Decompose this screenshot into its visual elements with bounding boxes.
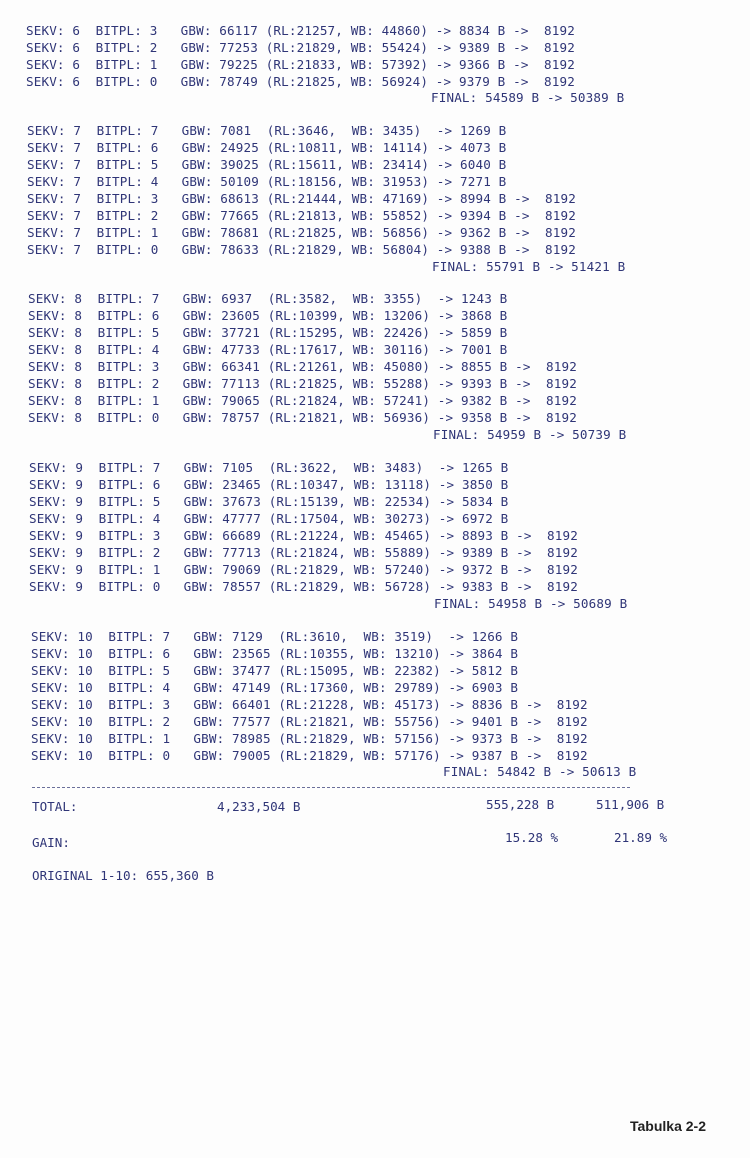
- total-original: 4,233,504 B: [217, 799, 301, 814]
- table-row: SEKV: 8 BITPL: 7 GBW: 6937 (RL:3582, WB: 3355) -> 1243 B: [28, 291, 508, 306]
- final-line: FINAL: 54589 B -> 50389 B: [431, 90, 625, 105]
- table-row: SEKV: 9 BITPL: 1 GBW: 79069 (RL:21829, WB: 57240) -> 9372 B -> 8192: [29, 562, 578, 577]
- gain-a: 15.28 %: [505, 830, 559, 845]
- final-line: FINAL: 54958 B -> 50689 B: [434, 596, 628, 611]
- table-row: SEKV: 9 BITPL: 0 GBW: 78557 (RL:21829, WB: 56728) -> 9383 B -> 8192: [29, 579, 578, 594]
- table-row: SEKV: 10 BITPL: 7 GBW: 7129 (RL:3610, WB: 3519) -> 1266 B: [31, 629, 519, 644]
- gain-b: 21.89 %: [614, 830, 668, 845]
- table-row: SEKV: 7 BITPL: 3 GBW: 68613 (RL:21444, WB: 47169) -> 8994 B -> 8192: [27, 191, 576, 206]
- table-row: SEKV: 6 BITPL: 1 GBW: 79225 (RL:21833, WB: 57392) -> 9366 B -> 8192: [26, 57, 575, 72]
- table-row: SEKV: 6 BITPL: 2 GBW: 77253 (RL:21829, WB: 55424) -> 9389 B -> 8192: [26, 40, 575, 55]
- table-row: SEKV: 7 BITPL: 2 GBW: 77665 (RL:21813, WB: 55852) -> 9394 B -> 8192: [27, 208, 576, 223]
- table-row: SEKV: 9 BITPL: 6 GBW: 23465 (RL:10347, WB: 13118) -> 3850 B: [29, 477, 509, 492]
- final-line: FINAL: 54959 B -> 50739 B: [433, 427, 627, 442]
- table-row: SEKV: 7 BITPL: 1 GBW: 78681 (RL:21825, WB: 56856) -> 9362 B -> 8192: [27, 225, 576, 240]
- dashed-divider: [32, 787, 630, 788]
- table-row: SEKV: 7 BITPL: 0 GBW: 78633 (RL:21829, WB: 56804) -> 9388 B -> 8192: [27, 242, 576, 257]
- table-caption: Tabulka 2-2: [630, 1118, 706, 1134]
- table-row: SEKV: 8 BITPL: 2 GBW: 77113 (RL:21825, WB: 55288) -> 9393 B -> 8192: [28, 376, 577, 391]
- table-row: SEKV: 10 BITPL: 2 GBW: 77577 (RL:21821, WB: 55756) -> 9401 B -> 8192: [31, 714, 588, 729]
- table-row: SEKV: 6 BITPL: 0 GBW: 78749 (RL:21825, WB: 56924) -> 9379 B -> 8192: [26, 74, 575, 89]
- table-row: SEKV: 10 BITPL: 0 GBW: 79005 (RL:21829, WB: 57176) -> 9387 B -> 8192: [31, 748, 588, 763]
- table-row: SEKV: 8 BITPL: 5 GBW: 37721 (RL:15295, WB: 22426) -> 5859 B: [28, 325, 508, 340]
- table-row: SEKV: 8 BITPL: 0 GBW: 78757 (RL:21821, WB: 56936) -> 9358 B -> 8192: [28, 410, 577, 425]
- total-b: 511,906 B: [596, 797, 665, 812]
- table-row: SEKV: 10 BITPL: 1 GBW: 78985 (RL:21829, WB: 57156) -> 9373 B -> 8192: [31, 731, 588, 746]
- table-row: SEKV: 8 BITPL: 4 GBW: 47733 (RL:17617, WB: 30116) -> 7001 B: [28, 342, 508, 357]
- table-row: SEKV: 7 BITPL: 6 GBW: 24925 (RL:10811, WB: 14114) -> 4073 B: [27, 140, 507, 155]
- table-row: SEKV: 10 BITPL: 3 GBW: 66401 (RL:21228, WB: 45173) -> 8836 B -> 8192: [31, 697, 588, 712]
- table-row: SEKV: 9 BITPL: 5 GBW: 37673 (RL:15139, WB: 22534) -> 5834 B: [29, 494, 509, 509]
- original-line: ORIGINAL 1-10: 655,360 B: [32, 868, 214, 883]
- table-row: SEKV: 7 BITPL: 7 GBW: 7081 (RL:3646, WB: 3435) -> 1269 B: [27, 123, 507, 138]
- table-row: SEKV: 8 BITPL: 6 GBW: 23605 (RL:10399, WB: 13206) -> 3868 B: [28, 308, 508, 323]
- table-row: SEKV: 10 BITPL: 6 GBW: 23565 (RL:10355, WB: 13210) -> 3864 B: [31, 646, 519, 661]
- gain-label: GAIN:: [32, 835, 70, 850]
- final-line: FINAL: 55791 B -> 51421 B: [432, 259, 626, 274]
- table-row: SEKV: 9 BITPL: 3 GBW: 66689 (RL:21224, WB: 45465) -> 8893 B -> 8192: [29, 528, 578, 543]
- table-row: SEKV: 10 BITPL: 4 GBW: 47149 (RL:17360, WB: 29789) -> 6903 B: [31, 680, 519, 695]
- table-row: SEKV: 9 BITPL: 7 GBW: 7105 (RL:3622, WB: 3483) -> 1265 B: [29, 460, 509, 475]
- table-row: SEKV: 6 BITPL: 3 GBW: 66117 (RL:21257, WB: 44860) -> 8834 B -> 8192: [26, 23, 575, 38]
- table-row: SEKV: 7 BITPL: 4 GBW: 50109 (RL:18156, WB: 31953) -> 7271 B: [27, 174, 507, 189]
- final-line: FINAL: 54842 B -> 50613 B: [443, 764, 637, 779]
- table-row: SEKV: 7 BITPL: 5 GBW: 39025 (RL:15611, WB: 23414) -> 6040 B: [27, 157, 507, 172]
- table-row: SEKV: 9 BITPL: 4 GBW: 47777 (RL:17504, WB: 30273) -> 6972 B: [29, 511, 509, 526]
- total-label: TOTAL:: [32, 799, 78, 814]
- table-row: SEKV: 8 BITPL: 3 GBW: 66341 (RL:21261, WB: 45080) -> 8855 B -> 8192: [28, 359, 577, 374]
- table-row: SEKV: 8 BITPL: 1 GBW: 79065 (RL:21824, WB: 57241) -> 9382 B -> 8192: [28, 393, 577, 408]
- table-row: SEKV: 10 BITPL: 5 GBW: 37477 (RL:15095, WB: 22382) -> 5812 B: [31, 663, 519, 678]
- total-a: 555,228 B: [486, 797, 555, 812]
- table-row: SEKV: 9 BITPL: 2 GBW: 77713 (RL:21824, WB: 55889) -> 9389 B -> 8192: [29, 545, 578, 560]
